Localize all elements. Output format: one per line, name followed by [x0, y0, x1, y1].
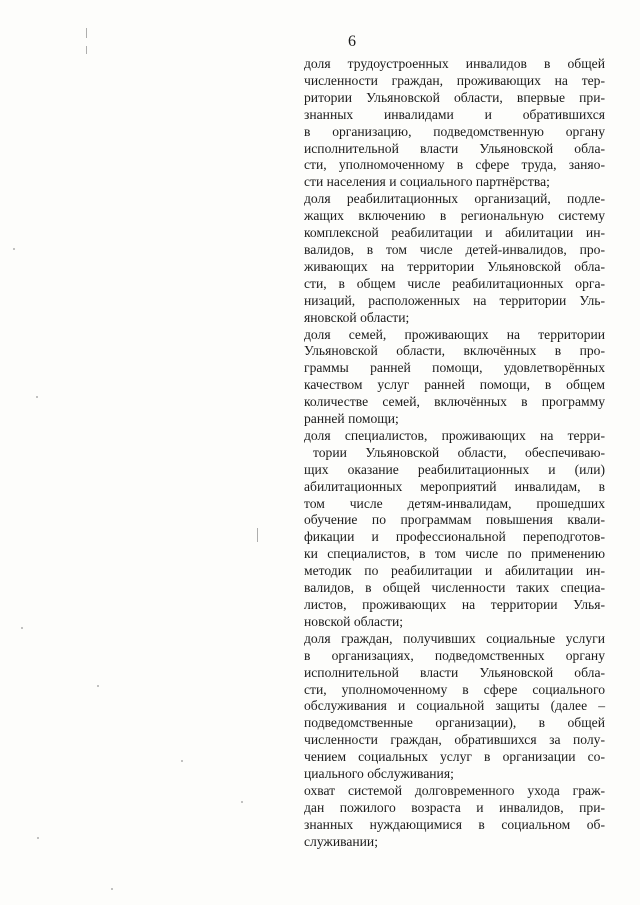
- text-line: доля граждан, получивших социальные услуги: [304, 630, 605, 646]
- paragraph-rehab-organizations-share: [304, 191, 605, 326]
- paragraph-trained-specialists-share: [304, 428, 605, 631]
- text-line: граммы ранней помощи, удовлетворённых: [304, 360, 605, 376]
- text-line: низаций, расположенных на территории Уль-: [304, 292, 605, 308]
- text-line: ритории Ульяновской области, впервые при-: [304, 89, 605, 105]
- text-line: валидов, в том числе детей-инвалидов, про-: [304, 241, 605, 257]
- paragraph-early-help-families-share: [304, 327, 605, 428]
- text-line: сти, в общем числе реабилитационных орга-: [304, 275, 605, 291]
- text-line: фикации и профессиональной переподготов-: [304, 529, 605, 545]
- text-line: доля трудоустроенных инвалидов в общей: [304, 56, 605, 71]
- text-line: обслуживания и социальной защиты (далее –: [304, 698, 605, 714]
- text-line: том числе детям-инвалидам, прошедших: [304, 495, 605, 511]
- text-line: щих оказание реабилитационных и (или): [304, 461, 605, 477]
- text-line: знанных инвалидами и обратившихся: [304, 106, 605, 122]
- text-line: охват системой долговременного ухода граж-: [304, 782, 605, 798]
- text-line: количестве семей, включённых в программу: [304, 394, 605, 410]
- text-line: ки специалистов, в том числе по применению: [304, 546, 605, 562]
- text-line: доля семей, проживающих на территории: [304, 326, 605, 342]
- text-line: живающих на территории Ульяновской обла-: [304, 258, 605, 274]
- scan-speck: [37, 837, 39, 839]
- body-text: [304, 56, 605, 851]
- text-line: дан пожилого возраста и инвалидов, при-: [304, 799, 605, 815]
- text-line: ранней помощи;: [304, 411, 399, 427]
- scan-speck: [21, 627, 23, 629]
- text-line: сти, уполномоченному в сфере труда, заняо-: [304, 157, 605, 173]
- text-line: циального обслуживания;: [304, 766, 454, 782]
- text-line: яновской области;: [304, 309, 410, 325]
- text-line: комплексной реабилитации и абилитации ин-: [304, 225, 605, 241]
- text-line: листов, проживающих на территории Улья-: [304, 597, 605, 612]
- paragraph-long-term-care-coverage: [304, 783, 605, 851]
- text-line: в организациях, подведомственных органу: [304, 647, 605, 663]
- text-line: исполнительной власти Ульяновской обла-: [304, 664, 605, 680]
- text-line: жащих включению в региональную систему: [304, 208, 605, 224]
- text-line: доля реабилитационных организаций, подле-: [304, 191, 605, 207]
- text-line: абилитационных мероприятий инвалидам, в: [304, 478, 605, 494]
- text-line: чением социальных услуг в организации со-: [304, 749, 605, 765]
- scan-speck: [36, 396, 38, 398]
- text-line: в организацию, подведомственную органу: [304, 123, 605, 139]
- text-line: сти населения и социального партнёрства;: [304, 174, 550, 190]
- page-number: 6: [348, 33, 356, 50]
- text-line: сти, уполномоченному в сфере социального: [304, 681, 605, 697]
- text-line: подведомственные организации), в общей: [304, 715, 605, 731]
- text-line: исполнительной власти Ульяновской обла-: [304, 140, 605, 156]
- text-line: знанных нуждающимися в социальном об-: [304, 816, 605, 832]
- text-line: валидов, в общей численности таких специа-: [304, 580, 605, 596]
- paragraph-social-services-recipients-share: [304, 631, 605, 783]
- scan-speck: [111, 888, 113, 890]
- text-line: численности граждан, проживающих на тер-: [304, 72, 605, 88]
- text-line: Ульяновской области, включённых в про-: [304, 343, 605, 359]
- text-line: методик по реабилитации и абилитации ин-: [304, 563, 605, 579]
- paragraph-employed-disabled-share: [304, 56, 605, 191]
- scan-speck: [97, 685, 99, 687]
- text-line: новской области;: [304, 613, 404, 629]
- text-line: тории Ульяновской области, обеспечиваю-: [313, 444, 605, 460]
- scan-mark: [86, 28, 87, 38]
- scan-speck: [181, 760, 183, 762]
- scan-speck: [13, 248, 15, 250]
- scan-mark: [86, 46, 87, 54]
- text-line: численности граждан, обратившихся за полу-: [304, 732, 605, 748]
- text-line: служивании;: [304, 833, 378, 849]
- text-line: обучение по программам повышения квали-: [304, 512, 605, 528]
- scan-speck: [241, 801, 243, 803]
- text-line: доля специалистов, проживающих на терри-: [304, 427, 605, 443]
- scan-mark: [257, 528, 258, 542]
- text-line: качеством услуг ранней помощи, в общем: [304, 377, 605, 393]
